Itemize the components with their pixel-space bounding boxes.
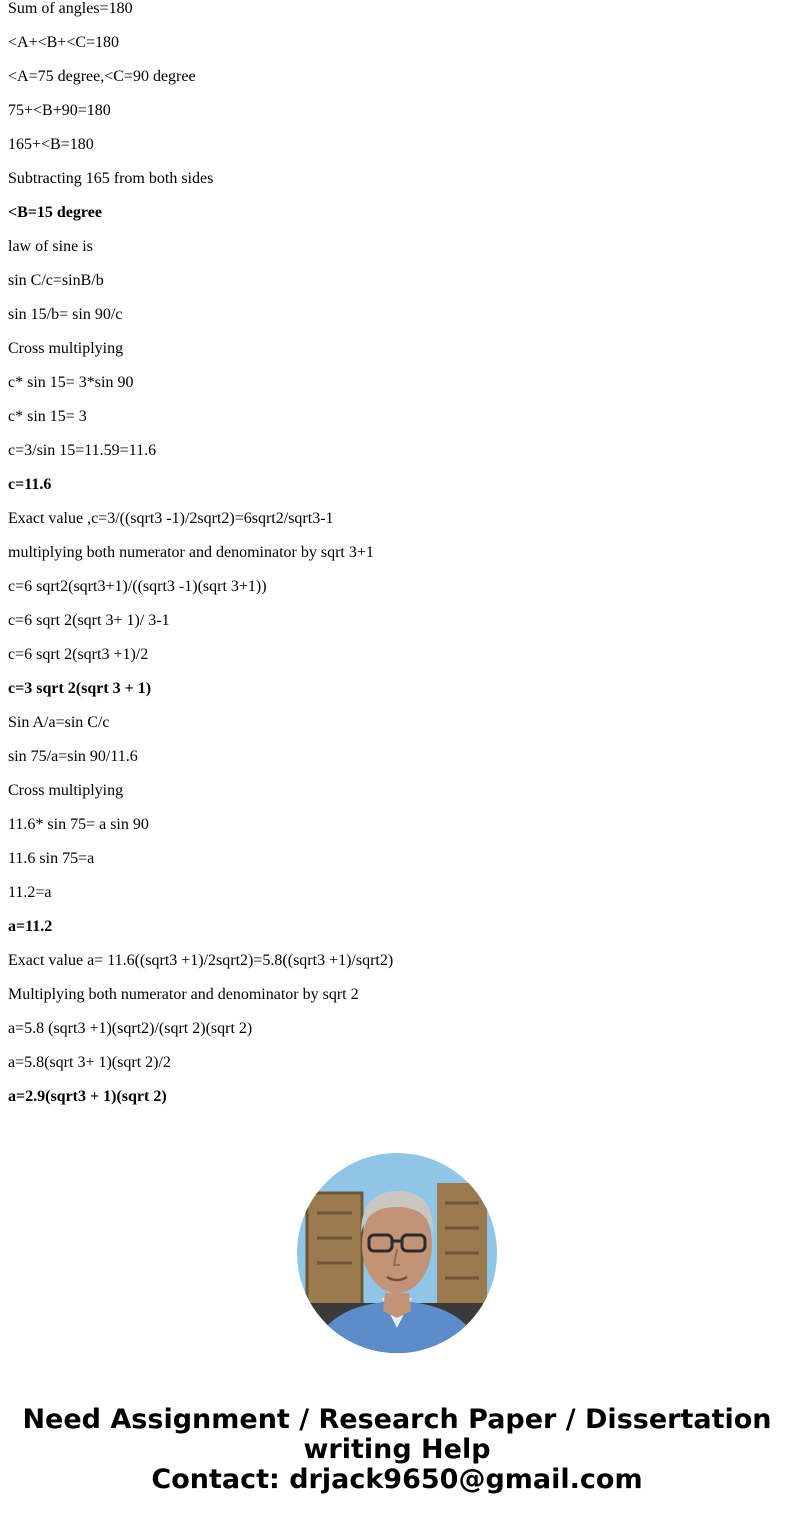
solution-step-line: 11.6* sin 75= a sin 90 [8, 816, 149, 833]
solution-step-line: Subtracting 165 from both sides [8, 170, 214, 187]
solution-step-line: Cross multiplying [8, 782, 124, 799]
solution-result-line: a=2.9(sqrt3 + 1)(sqrt 2) [8, 1088, 167, 1105]
cta-contact-line: Contact: drjack9650@gmail.com [151, 1464, 643, 1495]
solution-step-line: Exact value a= 11.6((sqrt3 +1)/2sqrt2)=5.8((sqrt3 +1)/sqrt2) [8, 952, 394, 969]
solution-step-line: 11.2=a [8, 884, 52, 901]
solution-result-line: c=11.6 [8, 476, 52, 493]
solution-step-line: sin 15/b= sin 90/c [8, 306, 123, 323]
solution-step-line: c=6 sqrt 2(sqrt3 +1)/2 [8, 646, 149, 663]
solution-step-line: Exact value ,c=3/((sqrt3 -1)/2sqrt2)=6sqrt2/sqrt3-1 [8, 510, 334, 527]
solution-result-line: a=11.2 [8, 918, 53, 935]
cta-line-1: Need Assignment / Research Paper / Dissertation [22, 1404, 772, 1435]
solution-step-line: sin 75/a=sin 90/11.6 [8, 748, 138, 765]
solution-step-line: 75+<B+90=180 [8, 102, 111, 119]
solution-step-line: a=5.8 (sqrt3 +1)(sqrt2)/(sqrt 2)(sqrt 2) [8, 1020, 253, 1037]
solution-step-line: c=6 sqrt2(sqrt3+1)/((sqrt3 -1)(sqrt 3+1)) [8, 578, 267, 595]
tutor-portrait-icon [297, 1153, 497, 1353]
solution-step-line: <A+<B+<C=180 [8, 34, 120, 51]
solution-step-line: c* sin 15= 3 [8, 408, 87, 425]
solution-step-line: sin C/c=sinB/b [8, 272, 104, 289]
solution-step-line: 165+<B=180 [8, 136, 94, 153]
solution-step-line: <A=75 degree,<C=90 degree [8, 68, 196, 85]
solution-result-line: <B=15 degree [8, 204, 102, 221]
solution-step-line: c* sin 15= 3*sin 90 [8, 374, 134, 391]
solution-step-line: 11.6 sin 75=a [8, 850, 95, 867]
help-banner [0, 1405, 794, 1495]
solution-step-line: Sum of angles=180 [8, 0, 133, 17]
tutor-avatar [297, 1153, 497, 1353]
solution-step-line: Multiplying both numerator and denominator by sqrt 2 [8, 986, 359, 1003]
solution-result-line: c=3 sqrt 2(sqrt 3 + 1) [8, 680, 152, 697]
solution-step-line: a=5.8(sqrt 3+ 1)(sqrt 2)/2 [8, 1054, 171, 1071]
solution-step-line: c=6 sqrt 2(sqrt 3+ 1)/ 3-1 [8, 612, 170, 629]
solution-step-line: c=3/sin 15=11.59=11.6 [8, 442, 157, 459]
solution-step-line: Cross multiplying [8, 340, 124, 357]
cta-line-2: writing Help [303, 1434, 491, 1465]
solution-step-line: Sin A/a=sin C/c [8, 714, 110, 731]
solution-step-line: multiplying both numerator and denominator by sqrt 3+1 [8, 544, 374, 561]
solution-step-line: law of sine is [8, 238, 93, 255]
